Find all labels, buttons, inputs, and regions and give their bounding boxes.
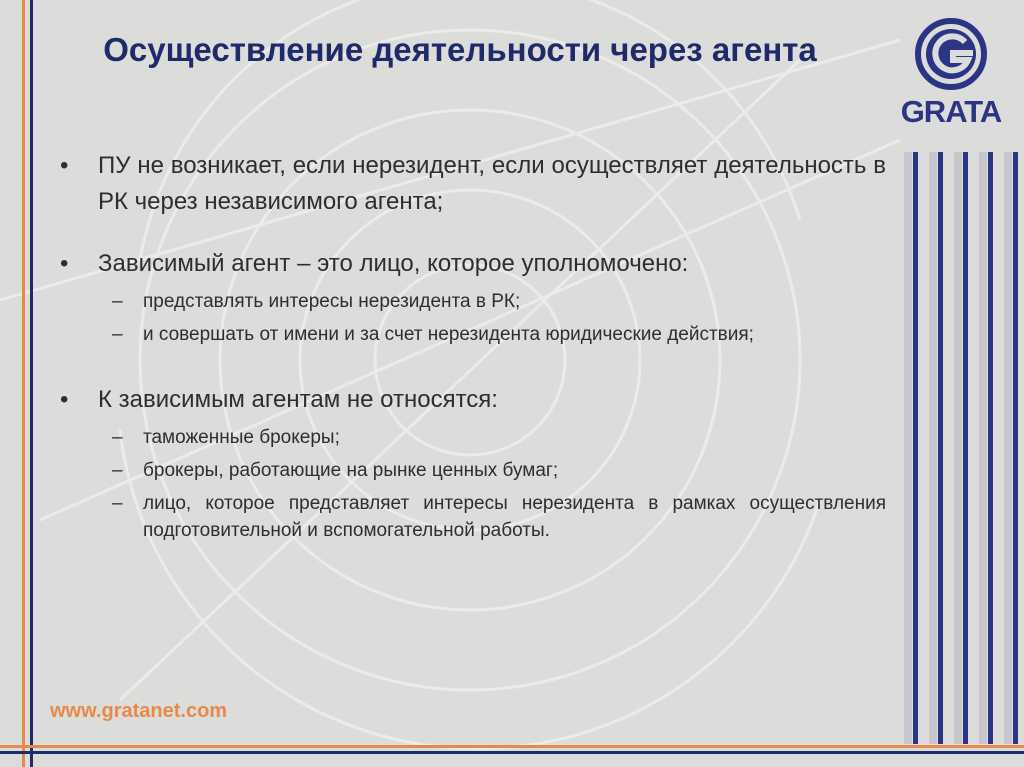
sub-item [60,490,886,544]
bullet-icon: • [60,250,69,277]
bullet-item [60,148,886,220]
sub-item-text: и совершать от имени и за счет нерезидента юридические действия; [143,324,754,345]
bullet-item [60,382,886,418]
bullet-icon: • [60,386,69,413]
logo-text: GRATA [900,94,1002,129]
left-orange-line [22,0,25,767]
sub-item [60,288,886,315]
dash-icon: – [112,324,123,345]
bullet-text: Зависимый агент – это лицо, которое уполномочено: [98,250,689,277]
bullet-text: К зависимым агентам не относятся: [98,386,498,413]
sub-item-text: лицо, которое представляет интересы нерезидента в рамках осуществления подготовительной и вспомогательной работы. [143,493,886,541]
left-navy-line [30,0,33,767]
slide-title: Осуществление деятельности через агента [103,31,817,68]
footer-website-link[interactable]: www.gratanet.com [50,700,228,722]
sub-item-text: брокеры, работающие на рынке ценных бумаг; [143,460,559,481]
dash-icon: – [112,493,123,514]
sub-item [60,321,886,348]
slide-content [60,148,886,544]
bottom-navy-line [0,751,1024,754]
decorative-stripes [902,152,1024,744]
bullet-text: ПУ не возникает, если нерезидент, если осуществляет деятельность в РК через независимого агента; [98,152,886,215]
dash-icon: – [112,427,123,448]
grata-logo [893,18,1009,128]
sub-item [60,424,886,451]
grata-logo-icon [893,18,1009,98]
bullet-icon: • [60,152,69,179]
dash-icon: – [112,460,123,481]
sub-item-text: таможенные брокеры; [143,427,340,448]
sub-item-text: представлять интересы нерезидента в РК; [143,291,521,312]
sub-item [60,457,886,484]
bottom-orange-line [0,745,1024,748]
bullet-item [60,246,886,282]
dash-icon: – [112,291,123,312]
